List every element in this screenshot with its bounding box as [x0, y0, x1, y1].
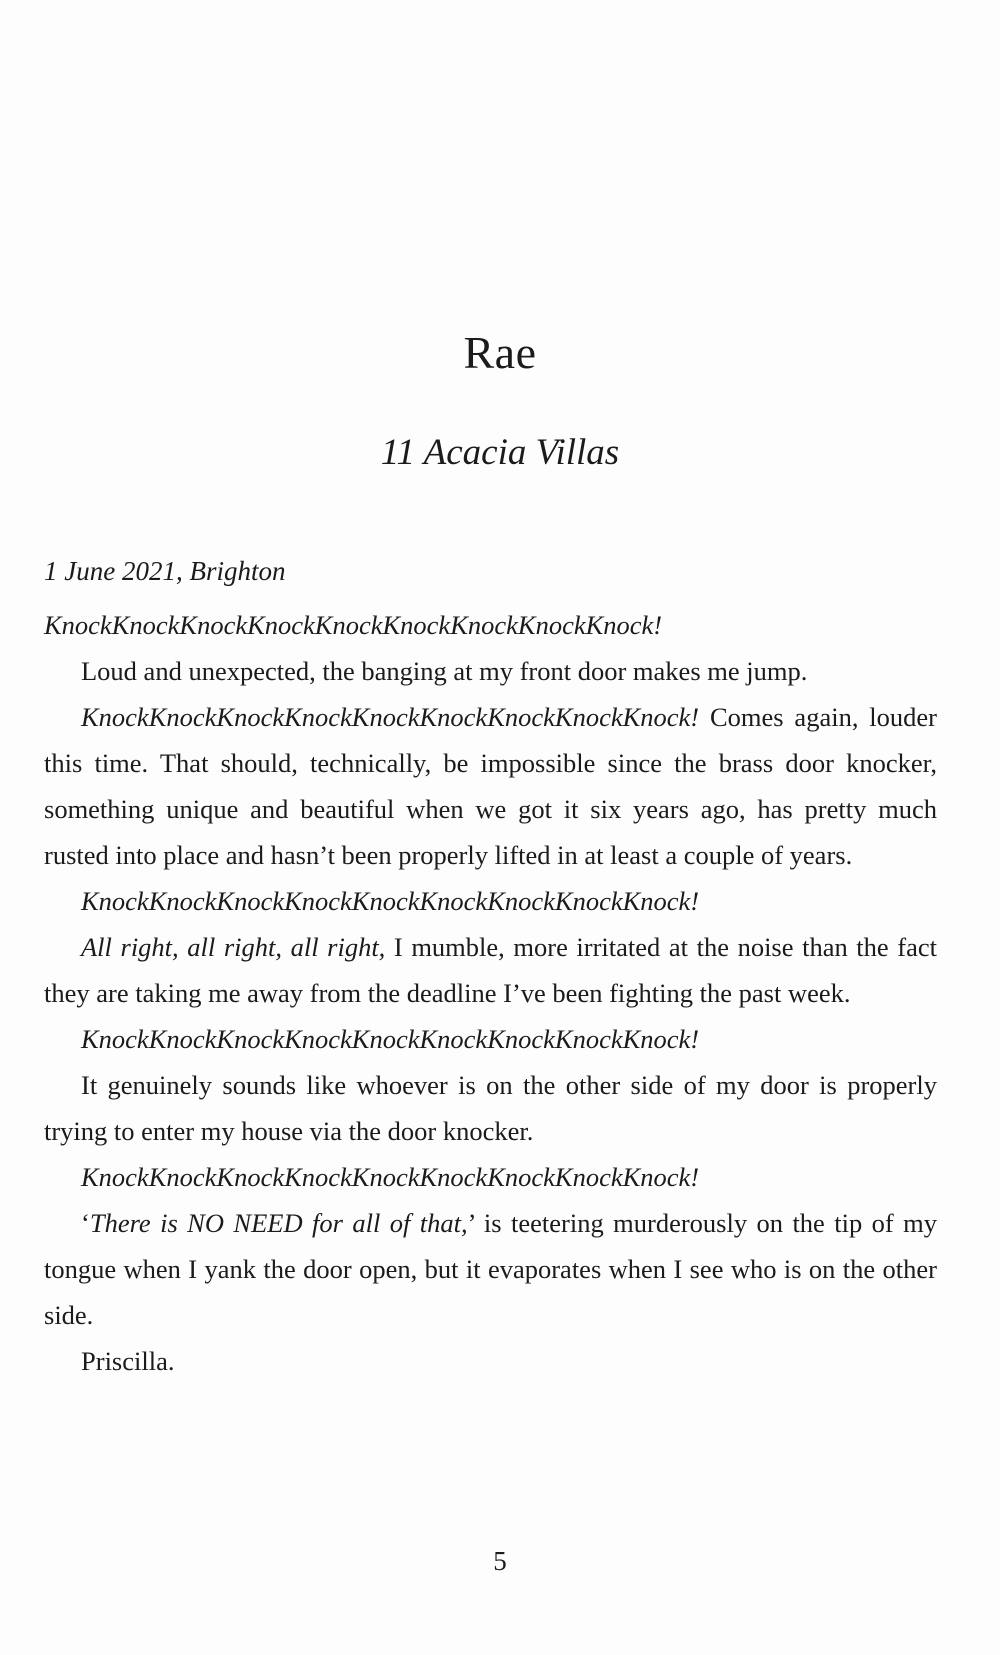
italic-speech: There is NO NEED for all of that, — [89, 1208, 468, 1238]
dateline: 1 June 2021, Brighton — [44, 556, 286, 586]
paragraph-3 — [44, 694, 937, 878]
page-number: 5 — [493, 1546, 507, 1576]
paragraph-7: It genuinely sounds like whoever is on the other side of my door is properly trying to enter my house via the door knocker. — [44, 1070, 937, 1146]
paragraph-knock-4: KnockKnockKnockKnockKnockKnockKnockKnockKnock! — [81, 886, 700, 916]
paragraph-5 — [44, 924, 937, 1016]
chapter-title: Rae — [463, 327, 537, 378]
paragraph-2: Loud and unexpected, the banging at my front door makes me jump. — [81, 656, 808, 686]
paragraph-text: ’ is teetering murderously on the tip of my tongue when I yank the door open, but it evaporates when I see who is on the other side. — [44, 1208, 937, 1330]
italic-speech: All right, all right, all right, — [81, 932, 386, 962]
paragraph-text: Comes again, louder this time. That should, technically, be impossible since the brass door knocker, something unique and beautiful when we got it six years ago, has pretty much rusted into place and hasn’t been properly lifted in at least a couple of years. — [44, 702, 937, 870]
body-text — [44, 548, 937, 1384]
paragraph-knock-1: KnockKnockKnockKnockKnockKnockKnockKnockKnock! — [44, 610, 663, 640]
chapter-subtitle: 11 Acacia Villas — [380, 432, 620, 473]
knock-text: KnockKnockKnockKnockKnockKnockKnockKnockKnock! — [81, 702, 700, 732]
paragraph-9 — [44, 1200, 937, 1338]
quote-open: ‘ — [81, 1208, 90, 1238]
paragraph-10: Priscilla. — [81, 1346, 175, 1376]
paragraph-knock-8: KnockKnockKnockKnockKnockKnockKnockKnockKnock! — [81, 1162, 700, 1192]
paragraph-text: I mumble, more irritated at the noise than the fact they are taking me away from the deadline I’ve been fighting the past week. — [44, 932, 937, 1008]
paragraph-knock-6: KnockKnockKnockKnockKnockKnockKnockKnockKnock! — [81, 1024, 700, 1054]
